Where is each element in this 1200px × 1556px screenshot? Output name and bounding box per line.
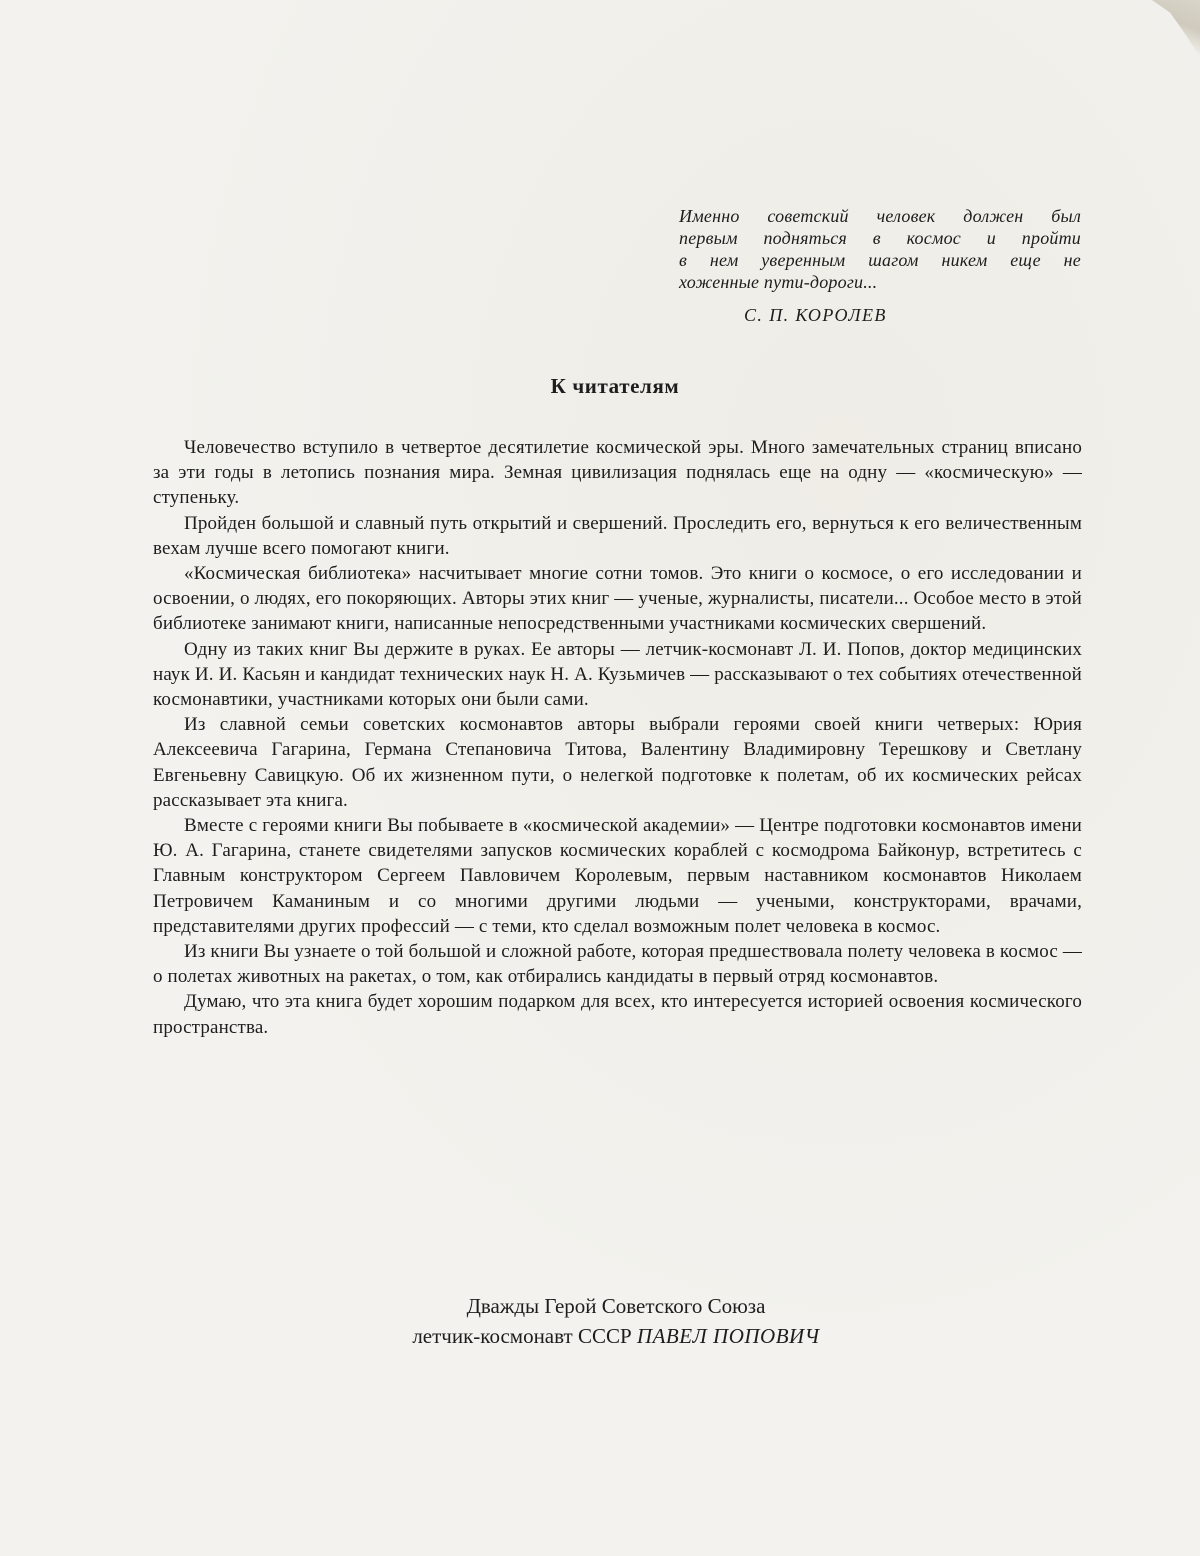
paragraph: Из славной семьи советских космонавтов авторы выбрали героями своей книги четверых: Юрия Алексеевича Гагарина, Германа Степановича Титова, Валентину Владимировну Терешкову и Светлану Евгеньевну Савицкую. Об их жизненном пути, о нелегкой подготовке к полетам, об их космических рейсах рассказывает эта книга.	[153, 714, 1082, 811]
signature-name: ПАВЕЛ ПОПОВИЧ	[636, 1324, 820, 1348]
signature	[0, 1291, 1200, 1351]
paragraph: Пройден большой и славный путь открытий и свершений. Проследить его, вернуться к его величественным вехам лучше всего помогают книги.	[153, 512, 1082, 559]
paragraph: Из книги Вы узнаете о той большой и сложной работе, которая предшествовала полету человека в космос — о полетах животных на ракетах, о том, как отбирались кандидаты в первый отряд космонавтов.	[153, 941, 1082, 988]
page-title: К читателям	[550, 374, 680, 398]
epigraph-line: хоженные пути-дороги...	[679, 272, 878, 292]
torn-corner	[1152, 0, 1200, 58]
signature-line	[0, 1321, 1200, 1351]
epigraph	[679, 205, 1081, 293]
paragraph: Думаю, что эта книга будет хорошим подарком для всех, кто интересуется историей освоения космического пространства.	[153, 991, 1082, 1038]
signature-rank: летчик-космонавт СССР	[412, 1324, 632, 1348]
paragraph: Одну из таких книг Вы держите в руках. Ее авторы — летчик-космонавт Л. И. Попов, доктор медицинских наук И. И. Касьян и кандидат технических наук Н. А. Кузьмичев — рассказывают о тех событиях отечественной космонавтики, участниками которых они были сами.	[153, 638, 1082, 711]
paragraph: Вместе с героями книги Вы побываете в «космической академии» — Центре подготовки космонавтов имени Ю. А. Гагарина, станете свидетелями запусков космических кораблей с космодрома Байконур, встретитесь с Главным конструктором Сергеем Павловичем Королевым, первым наставником космонавтов Николаем Петровичем Каманиным и со многими другими людьми — учеными, конструкторами, врачами, представителями других профессий — с теми, кто сделал возможным полет человека в космос.	[153, 815, 1082, 937]
paragraph: Человечество вступило в четвертое десятилетие космической эры. Много замечательных страниц вписано за эти годы в летопись познания мира. Земная цивилизация поднялась еще на одну — «космическую» — ступеньку.	[153, 437, 1082, 509]
epigraph-line: первым подняться в космос и пройти	[679, 228, 1081, 248]
body-text	[153, 435, 1082, 1040]
epigraph-line: Именно советский человек должен был	[679, 206, 1081, 226]
signature-title: Дважды Герой Советского Союза	[466, 1294, 766, 1318]
epigraph-author: С. П. КОРОЛЕВ	[744, 305, 887, 325]
epigraph-line: в нем уверенным шагом никем еще не	[679, 250, 1081, 270]
paragraph: «Космическая библиотека» насчитывает многие сотни томов. Это книги о космосе, о его исследовании и освоении, о людях, его покоряющих. Авторы этих книг — ученые, журналисты, писатели... Особое место в этой библиотеке занимают книги, написанные непосредственными участниками космических свершений.	[153, 563, 1082, 635]
